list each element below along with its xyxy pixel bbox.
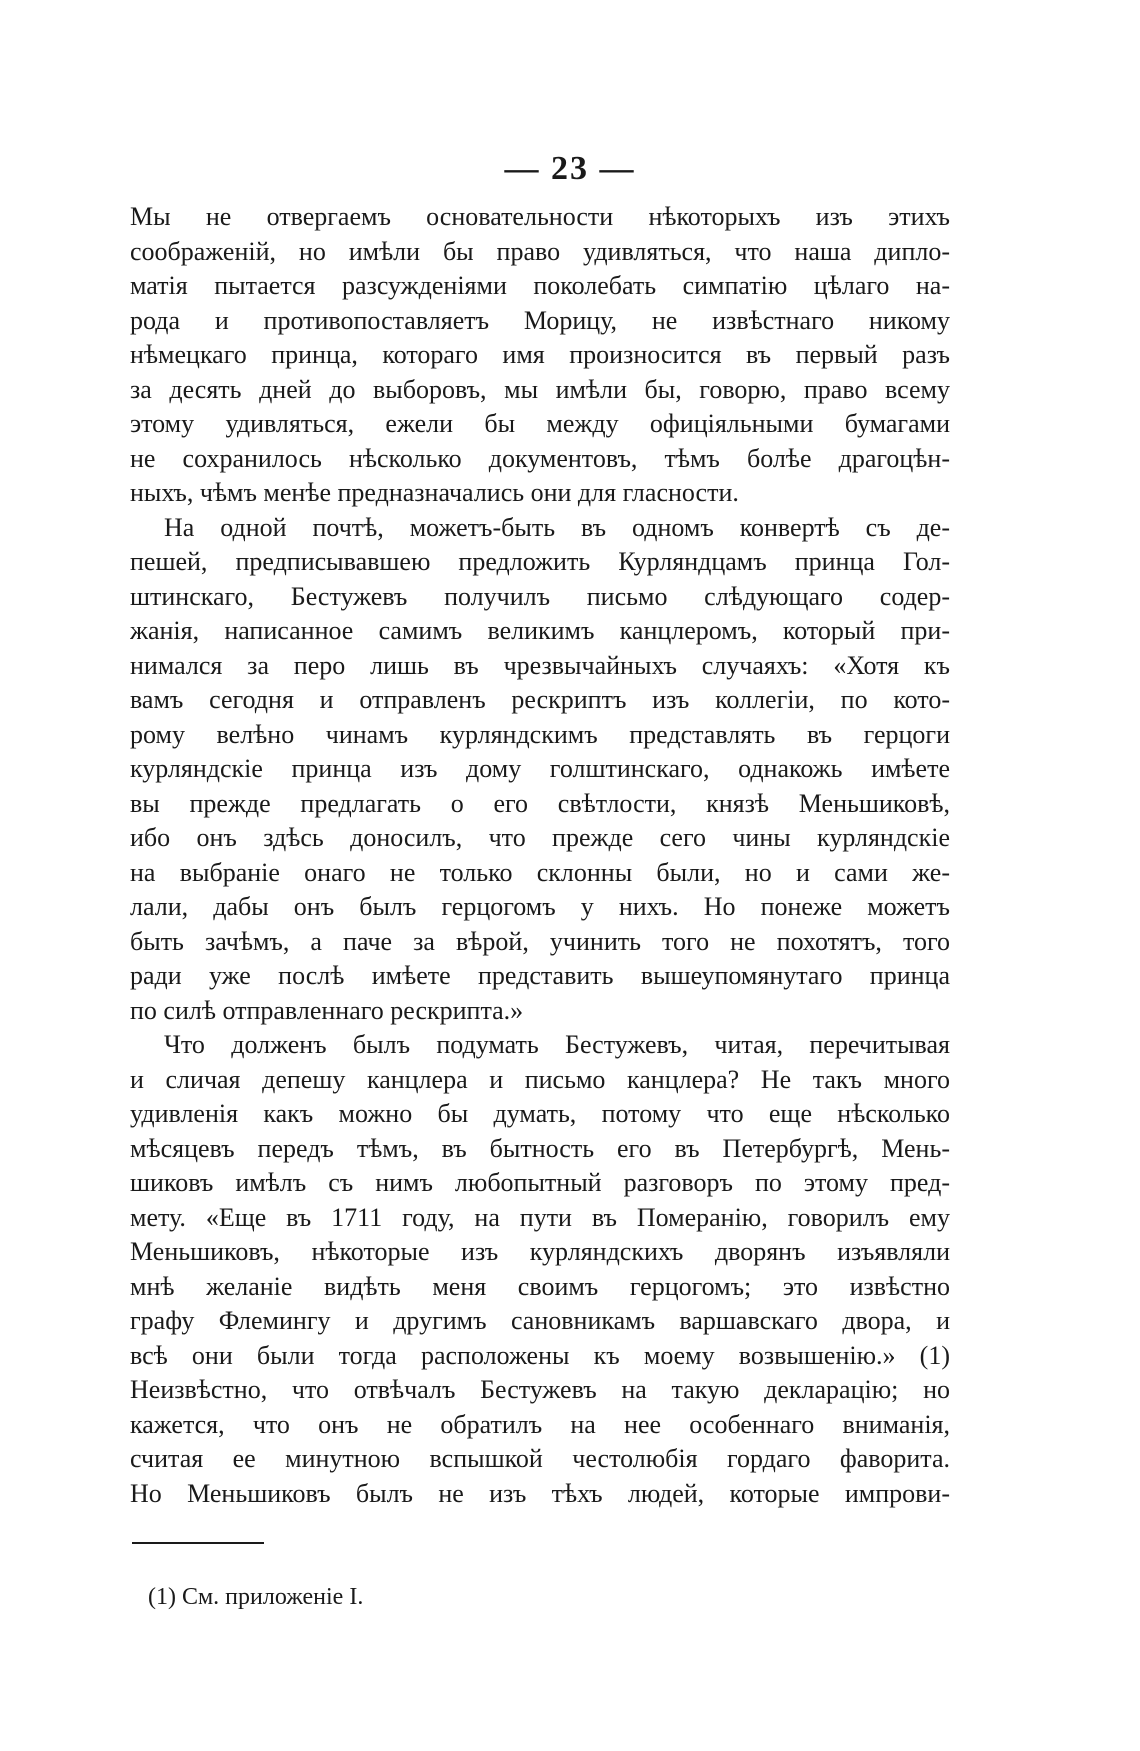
text-line: на выбраніе онаго не только склонны были, но и сами же- [130,857,950,887]
text-line: Но Меньшиковъ былъ не изъ тѣхъ людей, которые импрови- [130,1478,950,1508]
text-line: Мы не отвергаемъ основательности нѣкоторыхъ изъ этихъ [130,202,950,231]
text-line: рому велѣно чинамъ курляндскимъ представлять въ герцоги [130,719,950,749]
text-line: курляндскіе принца изъ дому голштинскаго, однакожь имѣете [130,754,950,783]
text-line: ради уже послѣ имѣете представить вышеупомянутаго принца [130,961,950,990]
text-line: считая ее минутною вспышкой честолюбія гордаго фаворита. [130,1444,950,1473]
text-line: за десять дней до выборовъ, мы имѣли бы, говорю, право всему [130,374,950,404]
text-line: и сличая депешу канцлера и письмо канцлера? Не такъ много [130,1064,950,1094]
text-line: ибо онъ здѣсь доносилъ, что прежде сего чины курляндскіе [130,823,950,852]
text-line: пешей, предписывавшею предложить Курляндцамъ принца Гол- [130,547,950,576]
text-line: нѣмецкаго принца, котораго имя произносится въ первый разъ [130,340,950,369]
text-line: быть зачѣмъ, а паче за вѣрой, учинить того не похотятъ, того [130,926,950,956]
text-line: ныхъ, чѣмъ менѣе предназначались они для гласности. [130,478,739,507]
footnote: (1) См. приложеніе I. [148,1584,364,1610]
text-line: рода и противопоставляетъ Морицу, не извѣстнаго никому [130,305,950,335]
text-line: жанія, написанное самимъ великимъ канцлеромъ, который при- [130,616,950,645]
text-line: вамъ сегодня и отправленъ рескриптъ изъ коллегіи, по кото- [130,685,950,714]
text-line: На одной почтѣ, можетъ-быть въ одномъ конвертѣ съ де- [164,512,950,542]
text-line: мѣсяцевъ передъ тѣмъ, въ бытность его въ Петербургѣ, Мень- [130,1133,950,1163]
text-line: матія пытается разсужденіями поколебать симпатію цѣлаго на- [130,271,950,300]
text-line: нимался за перо лишь въ чрезвычайныхъ случаяхъ: «Хотя къ [130,650,950,680]
text-line: лали, дабы онъ былъ герцогомъ у нихъ. Но понеже можетъ [130,892,950,921]
text-line: всѣ они были тогда расположены къ моему возвышенію.» (1) [130,1340,950,1370]
text-line: Что долженъ былъ подумать Бестужевъ, читая, перечитывая [164,1030,950,1059]
text-line: Неизвѣстно, что отвѣчалъ Бестужевъ на такую декларацію; но [130,1375,950,1404]
text-line: по силѣ отправленнаго рескрипта.» [130,995,524,1025]
body-text [130,200,950,1511]
text-line: штинскаго, Бестужевъ получилъ письмо слѣдующаго содер- [130,581,950,611]
text-line: шиковъ имѣлъ съ нимъ любопытный разговоръ по этому пред- [130,1168,950,1197]
text-line: Меньшиковъ, нѣкоторые изъ курляндскихъ дворянъ изъявляли [130,1237,950,1266]
text-line: кажется, что онъ не обратилъ на нее особеннаго вниманія, [130,1409,950,1439]
text-line: удивленія какъ можно бы думать, потому что еще нѣсколько [130,1099,950,1128]
text-line: этому удивляться, ежели бы между офиціяльными бумагами [130,409,950,438]
page-number: — 23 — [504,150,636,187]
text-line: не сохранилось нѣсколько документовъ, тѣмъ болѣе драгоцѣн- [130,443,950,473]
text-line: графу Флемингу и другимъ сановникамъ варшавскаго двора, и [130,1306,950,1335]
text-line: мнѣ желаніе видѣть меня своимъ герцогомъ; это извѣстно [130,1271,950,1301]
text-line: мету. «Еще въ 1711 году, на пути въ Померанію, говорилъ ему [130,1202,950,1232]
footnote-separator [132,1542,264,1544]
text-line: соображеній, но имѣли бы право удивляться, что наша дипло- [130,236,950,266]
text-line: вы прежде предлагать о его свѣтлости, князѣ Меньшиковѣ, [130,788,950,818]
